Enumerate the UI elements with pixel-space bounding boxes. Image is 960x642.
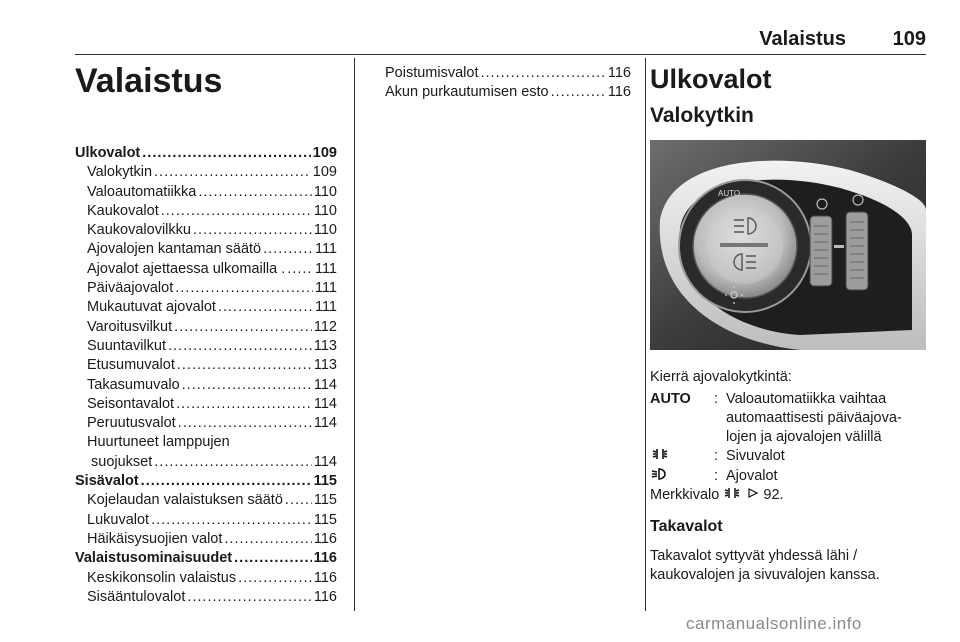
dot-leader — [234, 549, 311, 568]
dot-leader — [175, 279, 313, 298]
column-divider-1 — [354, 58, 355, 611]
toc-entry[interactable] — [75, 240, 337, 259]
dot-leader — [187, 588, 312, 607]
photo-auto-label: AUTO — [718, 189, 741, 198]
toc-entry-label: Keskikonsolin valaistus — [87, 569, 237, 586]
toc-entry-page: 114 — [313, 395, 337, 412]
legend-row-headlights: : Ajovalot — [650, 467, 926, 487]
sidelight-icon — [650, 447, 714, 467]
toc-entry-page: 114 — [313, 415, 337, 432]
toc-entry-page: 115 — [313, 511, 337, 528]
toc-entry-label: Kaukovalot — [87, 202, 159, 219]
toc-entry-page: 110 — [313, 183, 337, 200]
toc-entry-page: 115 — [313, 473, 337, 490]
toc-entry-line1: Huurtuneet lamppujen — [87, 434, 230, 451]
toc-entry-label: Valaistusominaisuudet — [75, 550, 233, 567]
dot-leader — [178, 414, 312, 433]
page-reference-arrow-icon — [747, 487, 759, 499]
dot-leader — [168, 337, 312, 356]
dot-leader — [154, 163, 311, 182]
dot-leader — [238, 569, 312, 588]
toc-entry-label: Peruutusvalot — [87, 415, 176, 432]
toc-entry[interactable] — [75, 202, 337, 221]
toc-entry[interactable] — [75, 318, 337, 337]
toc-entry[interactable] — [75, 163, 337, 182]
legend-row-auto: AUTO : Valoautomatiikka vaihtaa automaattisesti päiväajova- lojen ja ajovalojen välillä — [650, 391, 902, 445]
toc-entry[interactable] — [75, 279, 337, 298]
toc-entry-page: 111 — [314, 280, 337, 297]
toc-entry[interactable] — [75, 260, 337, 279]
toc-entry[interactable] — [75, 569, 337, 588]
subsection-title: Valokytkin — [650, 104, 754, 127]
toc-entry[interactable] — [75, 472, 337, 491]
toc-left — [75, 144, 337, 607]
toc-entry-label: Lukuvalot — [87, 511, 150, 528]
toc-entry[interactable] — [75, 395, 337, 414]
toc-entry-page: 111 — [314, 299, 337, 316]
toc-entry-label: Ajovalot ajettaessa ulkomailla . — [87, 260, 286, 277]
toc-entry[interactable] — [75, 337, 337, 356]
toc-entry[interactable] — [385, 83, 631, 102]
toc-entry-page: 116 — [313, 588, 337, 605]
chapter-title: Valaistus — [75, 62, 223, 100]
legend — [650, 390, 926, 487]
toc-entry-page: 115 — [313, 492, 337, 509]
toc-entry-page: 116 — [607, 65, 631, 81]
toc-entry-page: 110 — [313, 202, 337, 219]
toc-entry-label: Valokytkin — [87, 164, 153, 181]
toc-entry-label: Varoitusvilkut — [87, 318, 173, 335]
dot-leader — [174, 318, 312, 337]
toc-entry-label: Ulkovalot — [75, 145, 141, 161]
toc-entry-label: Takasumuvalo — [87, 376, 180, 393]
toc-entry-label: Häikäisysuojien valot — [87, 530, 223, 547]
toc-entry-label: Seisontavalot — [87, 395, 175, 412]
body-paragraph: Takavalot syttyvät yhdessä lähi / kaukovalojen ja sivuvalojen kanssa. — [650, 548, 880, 583]
page-reference[interactable]: 92. — [763, 487, 784, 503]
legend-key: AUTO — [650, 391, 691, 407]
toc-entry-label: Ajovalojen kantaman säätö — [87, 241, 262, 258]
dot-leader — [161, 202, 312, 221]
dot-leader — [480, 64, 605, 83]
header-title: Valaistus — [759, 28, 846, 50]
dot-leader — [551, 83, 606, 102]
toc-entry[interactable] — [75, 183, 337, 202]
knob-pointer — [720, 243, 768, 247]
dot-leader — [193, 221, 312, 240]
dot-leader — [224, 530, 311, 549]
toc-entry-label: Päiväajovalot — [87, 280, 174, 297]
toc-entry[interactable] — [75, 491, 337, 510]
toc-entry-page: 112 — [313, 318, 337, 335]
toc-entry-page: 116 — [313, 550, 337, 567]
toc-entry[interactable] — [75, 588, 337, 607]
column-divider-2 — [645, 58, 646, 611]
toc-entry-page: 116 — [607, 84, 631, 101]
sidelight-icon — [723, 487, 743, 499]
toc-entry[interactable] — [75, 549, 337, 568]
toc-entry-page: 113 — [313, 357, 337, 374]
low-beam-icon — [650, 467, 714, 487]
subheading-takavalot: Takavalot — [650, 518, 723, 535]
toc-entry[interactable] — [75, 376, 337, 395]
toc-entry[interactable] — [75, 221, 337, 240]
dot-leader — [141, 472, 312, 491]
toc-entry[interactable] — [385, 64, 631, 83]
watermark: carmanualsonline.info — [686, 614, 862, 633]
toc-entry-label: Poistumisvalot — [385, 65, 479, 81]
toc-entry[interactable] — [75, 144, 337, 163]
toc-entry-page: 116 — [313, 569, 337, 586]
dot-leader — [218, 298, 313, 317]
toc-entry[interactable] — [75, 298, 337, 317]
indicator-reference: Merkkivalo 92. — [650, 487, 784, 503]
toc-entry[interactable] — [75, 356, 337, 375]
toc-entry-page: 111 — [314, 260, 337, 277]
caption: Kierrä ajovalokytkintä: — [650, 369, 792, 385]
toc-entry-label: Sisävalot — [75, 473, 139, 490]
toc-entry[interactable] — [75, 414, 337, 433]
toc-entry-wrapped[interactable] — [75, 433, 337, 472]
dot-leader — [198, 183, 312, 202]
toc-entry-page: 116 — [313, 530, 337, 547]
toc-entry-label: Kaukovalovilkku — [87, 222, 191, 239]
toc-middle — [385, 64, 631, 103]
toc-entry[interactable] — [75, 511, 337, 530]
toc-entry-label: Valoautomatiikka — [87, 183, 197, 200]
toc-entry-label: Sisääntulovalot — [87, 588, 186, 605]
toc-entry-page: 109 — [312, 145, 337, 161]
toc-entry-label: Mukautuvat ajovalot — [87, 299, 216, 316]
toc-entry-page: 111 — [314, 241, 337, 258]
toc-entry[interactable] — [75, 530, 337, 549]
dot-leader — [176, 395, 312, 414]
dot-leader — [151, 511, 312, 530]
toc-entry-page: 110 — [313, 222, 337, 239]
toc-entry-line2: suojukset — [91, 453, 153, 470]
dot-leader — [285, 491, 312, 510]
dot-leader — [263, 240, 313, 259]
dot-leader — [182, 376, 312, 395]
toc-entry-page: 114 — [313, 376, 337, 393]
dot-leader — [177, 356, 312, 375]
light-switch-photo — [650, 140, 926, 350]
dot-leader — [287, 260, 313, 279]
toc-entry-label: Akun purkautumisen esto — [385, 84, 549, 101]
toc-entry-page: 113 — [313, 337, 337, 354]
toc-entry-page: 109 — [312, 164, 337, 181]
header-rule — [75, 54, 926, 55]
toc-entry-label: Suuntavilkut — [87, 337, 166, 354]
dot-leader — [142, 144, 311, 163]
toc-entry-label: Kojelaudan valaistuksen säätö — [87, 492, 283, 509]
section-title: Ulkovalot — [650, 64, 772, 94]
page-number: 109 — [892, 28, 926, 50]
legend-row-sidelights: : Sivuvalot — [650, 447, 926, 467]
toc-entry-page: 114 — [313, 453, 337, 470]
toc-entry-label: Etusumuvalot — [87, 357, 175, 374]
